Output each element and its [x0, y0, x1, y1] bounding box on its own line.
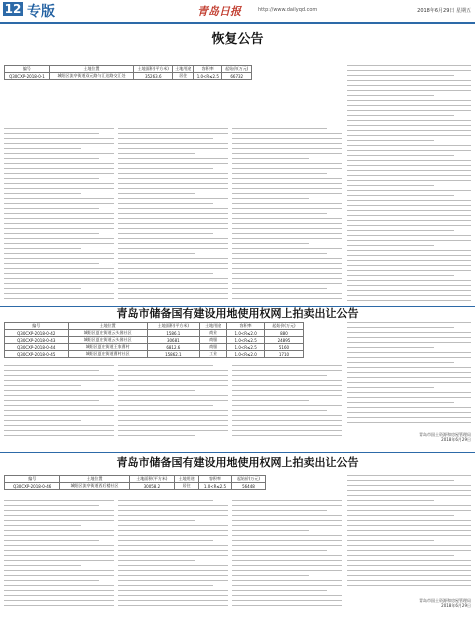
table-cell: 30058.2 — [129, 483, 174, 490]
table-header: 土地面积(平方米) — [147, 323, 199, 330]
table-header: 容积率 — [199, 476, 232, 483]
body-column — [232, 365, 342, 443]
signer: 青岛市国土资源和房屋管理局 — [419, 598, 471, 603]
table-cell: Q30CXP-2018-0-42 — [5, 330, 69, 337]
table-cell: 城阳区流亭街道西后楼社区 — [60, 483, 129, 490]
table-header-row — [5, 323, 304, 330]
table-cell: 商服 — [199, 344, 227, 351]
table-cell: 6812.6 — [147, 344, 199, 351]
body-column-right — [347, 65, 471, 303]
table-cell: 居住 — [173, 73, 194, 80]
table-cell: 5160 — [264, 344, 303, 351]
section-title: 专版 — [27, 4, 55, 20]
table-cell: 城阳区夏庄街道云头崮社区 — [68, 330, 147, 337]
signature-block — [347, 432, 471, 442]
body-column — [4, 365, 114, 443]
body-column — [118, 500, 228, 614]
table-row — [5, 337, 304, 344]
table-header-row — [5, 66, 252, 73]
body-column — [118, 365, 228, 443]
table-cell: 1.0<R≤2.5 — [227, 337, 265, 344]
body-column — [118, 128, 228, 303]
table-cell: 1.0<R≤2.5 — [194, 73, 222, 80]
table-cell: 30681 — [147, 337, 199, 344]
notice-title: 恢复公告 — [211, 32, 264, 47]
table-header: 土地面积(平方米) — [129, 476, 174, 483]
table-header: 起始价(万元) — [231, 476, 265, 483]
table-header-row — [5, 476, 266, 483]
table-cell: 城阳区夏庄街道曹村社区 — [68, 351, 147, 358]
table-cell: 56448 — [231, 483, 265, 490]
table-cell: Q30CXP-2018-0-1 — [5, 73, 50, 80]
signer: 青岛市国土资源和房屋管理局 — [419, 432, 471, 437]
table-header: 容积率 — [194, 66, 222, 73]
table-header: 土地位置 — [60, 476, 129, 483]
table-cell: Q30CXP-2018-0-46 — [5, 483, 60, 490]
table-cell: Q30CXP-2018-0-45 — [5, 351, 69, 358]
table-row — [5, 344, 304, 351]
table-cell: 1.0<R≤2.0 — [227, 330, 265, 337]
body-column — [4, 500, 114, 614]
table-header: 土地用途 — [199, 323, 227, 330]
section-divider — [0, 452, 475, 453]
notice-restore — [0, 24, 475, 79]
table-cell: 城阳区流亭街道双元路与汇达路交汇处 — [49, 73, 133, 80]
table-cell: Q30CXP-2018-0-44 — [5, 344, 69, 351]
page-number: 12 — [4, 2, 22, 16]
parcel-table — [4, 65, 252, 80]
table-cell: 商业 — [199, 330, 227, 337]
sign-date: 2018年6月29日 — [441, 603, 471, 608]
sign-date: 2018年6月29日 — [441, 437, 471, 442]
table-cell: 66732 — [222, 73, 252, 80]
newspaper-logo: 青岛日报 — [197, 5, 241, 18]
body-column — [232, 128, 342, 303]
issue-date: 2018年6月29日 星期五 — [417, 8, 471, 14]
signature-block — [347, 598, 471, 608]
notice-title: 青岛市储备国有建设用地使用权网上拍卖出让公告 — [116, 456, 359, 469]
table-header: 土地位置 — [49, 66, 133, 73]
table-cell: 35263.6 — [134, 73, 173, 80]
table-cell: 城阳区夏庄街道王家曹村 — [68, 344, 147, 351]
table-cell: 1.0<R≤2.5 — [199, 483, 232, 490]
table-header: 土地用途 — [173, 66, 194, 73]
body-column — [4, 128, 114, 303]
table-cell: 商服 — [199, 337, 227, 344]
table-cell: 城阳区夏庄街道云头崮社区 — [68, 337, 147, 344]
table-cell: 1.0<R≤2.0 — [227, 351, 265, 358]
table-row — [5, 351, 304, 358]
parcel-table — [4, 322, 304, 358]
table-header: 土地用途 — [175, 476, 199, 483]
table-cell: 1.0<R≤2.5 — [227, 344, 265, 351]
table-row — [5, 73, 252, 80]
table-header: 容积率 — [227, 323, 265, 330]
table-header: 起始价(万元) — [222, 66, 252, 73]
body-column — [232, 500, 342, 614]
table-cell: Q30CXP-2018-0-43 — [5, 337, 69, 344]
table-cell: 1586.1 — [147, 330, 199, 337]
table-header: 编号 — [5, 476, 60, 483]
parcel-table — [4, 475, 266, 490]
table-row — [5, 330, 304, 337]
table-cell: 1710 — [264, 351, 303, 358]
website-url[interactable]: http://www.dailyqd.com — [258, 7, 318, 13]
table-cell: 880 — [264, 330, 303, 337]
page-header — [0, 0, 475, 24]
table-cell: 15862.1 — [147, 351, 199, 358]
body-column-right — [347, 475, 471, 590]
table-header: 土地面积(平方米) — [134, 66, 173, 73]
table-header: 编号 — [5, 66, 50, 73]
notice-intro — [0, 49, 475, 55]
table-cell: 居住 — [175, 483, 199, 490]
table-row — [5, 483, 266, 490]
table-header: 编号 — [5, 323, 69, 330]
table-cell: 24895 — [264, 337, 303, 344]
notice-title: 青岛市储备国有建设用地使用权网上拍卖出让公告 — [116, 307, 359, 320]
table-header: 起始价(万元) — [264, 323, 303, 330]
table-cell: 工业 — [199, 351, 227, 358]
body-column-right — [347, 322, 471, 430]
table-header: 土地位置 — [68, 323, 147, 330]
